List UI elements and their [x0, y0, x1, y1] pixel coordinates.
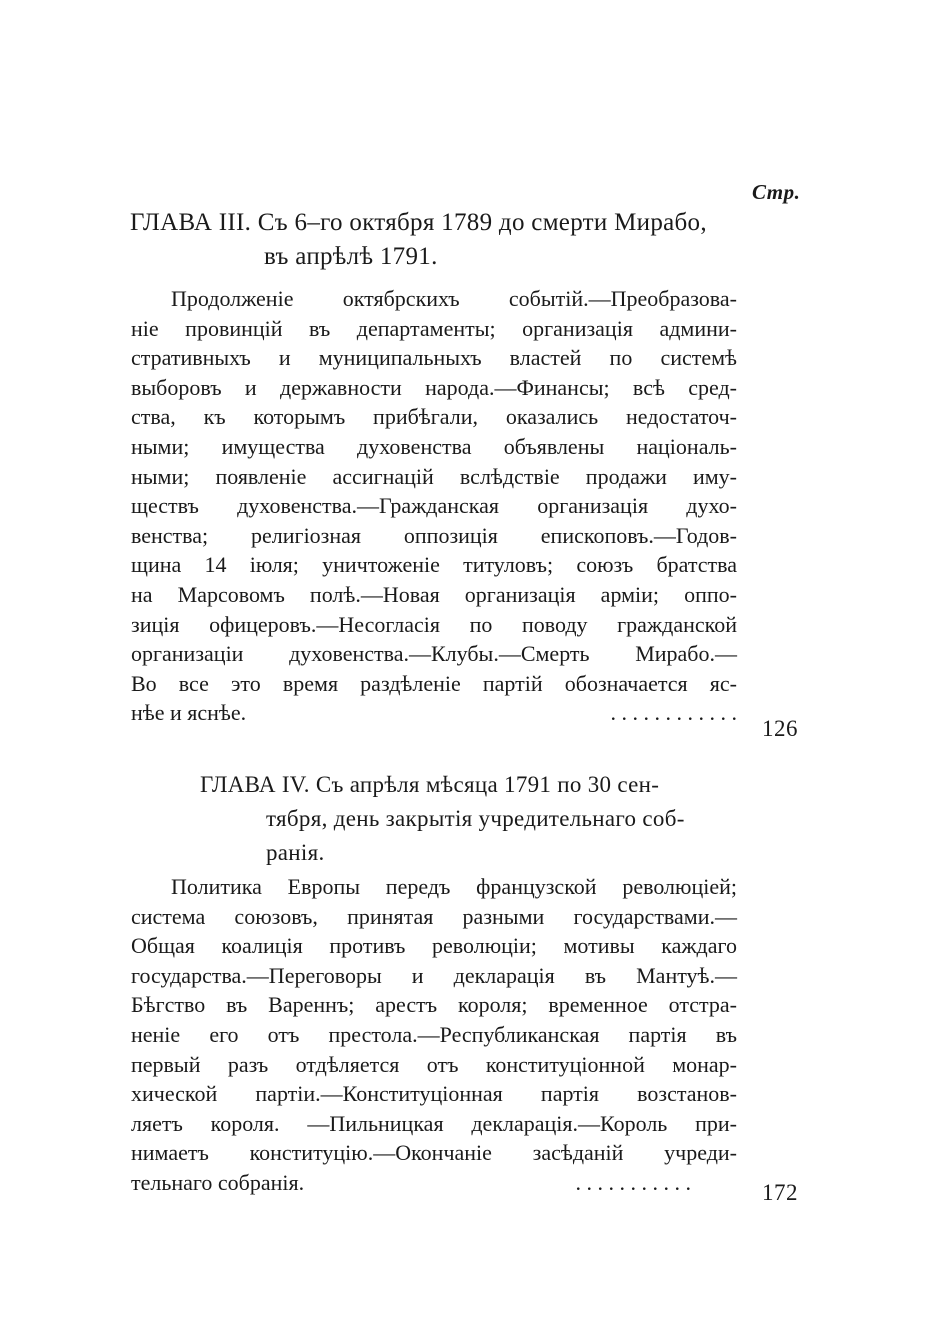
- chapter-4-heading-line: ранія.: [266, 840, 325, 865]
- chapter-3-heading-continuation: въ апрѣлѣ 1791.: [264, 243, 438, 270]
- summary-line: Бѣгство въ Вареннъ; арестъ короля; временное отстра-: [131, 992, 737, 1018]
- summary-last-text: тельнаго собранія.: [131, 1169, 305, 1195]
- summary-line: государства.—Переговоры и декларація въ Мантуѣ.—: [131, 962, 737, 988]
- summary-line: ства, къ которымъ прибѣгали, оказались недостаточ-: [131, 404, 737, 430]
- chapter-4-summary: [131, 872, 737, 1198]
- summary-line: стративныхъ и муниципальныхъ властей по системѣ: [131, 345, 737, 371]
- summary-line: ными; имущества духовенства объявлены національ-: [131, 433, 737, 459]
- summary-line: первый разъ отдѣляется отъ конституціонной монар-: [131, 1051, 737, 1077]
- summary-line: система союзовъ, принятая разными государствами.—: [131, 903, 737, 929]
- summary-line: выборовъ и державности народа.—Финансы; всѣ сред-: [131, 374, 737, 400]
- summary-line: ществъ духовенства.—Гражданская организація духо-: [131, 493, 737, 519]
- summary-last-line: [131, 1168, 691, 1198]
- summary-line: зиція офицеровъ.—Несогласія по поводу гражданской: [131, 611, 737, 637]
- summary-line: организаціи духовенства.—Клубы.—Смерть Мирабо.—: [131, 641, 737, 667]
- summary-line: Общая коалиція противъ революціи; мотивы каждаго: [131, 933, 737, 959]
- chapter-3-page-number: 126: [762, 716, 798, 741]
- summary-line: Во все это время раздѣленіе партій обозначается яс-: [131, 670, 737, 696]
- chapter-4-heading-line: ГЛАВА IV. Съ апрѣля мѣсяца 1791 по 30 сен-: [200, 772, 660, 797]
- chapter-3-summary: [131, 284, 737, 728]
- chapter-4-heading-line: тября, день закрытія учредительнаго соб-: [266, 806, 685, 831]
- summary-line: Политика Европы передъ французской революціей;: [171, 874, 737, 899]
- summary-line: ляетъ короля. —Пильницкая декларація.—Король при-: [131, 1110, 737, 1136]
- summary-line: хической партіи.—Конституціонная партія возстанов-: [131, 1081, 737, 1107]
- summary-line: на Марсовомъ полѣ.—Новая организація арміи; оппо-: [131, 581, 737, 607]
- chapter-3-heading: ГЛАВА III. Съ 6–го октября 1789 до смерти Мирабо,: [130, 209, 707, 236]
- summary-line: щина 14 іюля; уничтоженіе титуловъ; союзъ братства: [131, 552, 737, 578]
- summary-line: ными; появленіе ассигнацій вслѣдствіе продажи иму-: [131, 463, 737, 489]
- leader-dots: . . . . . . . . . . . .: [610, 700, 737, 726]
- chapter-4-heading: [200, 768, 740, 870]
- leader-dots: . . . . . . . . . . .: [575, 1169, 691, 1195]
- summary-line: неніе его отъ престола.—Республиканская партія въ: [131, 1021, 737, 1047]
- summary-line: нимаетъ конституцію.—Окончаніе засѣданій учреди-: [131, 1140, 737, 1166]
- summary-last-line: [131, 698, 737, 728]
- chapter-4-page-number: 172: [762, 1180, 798, 1205]
- summary-line: венства; религіозная оппозиція епископовъ.—Годов-: [131, 522, 737, 548]
- summary-last-text: нѣе и яснѣе.: [131, 700, 247, 726]
- summary-line: Продолженіе октябрскихъ событій.—Преобразова-: [171, 286, 737, 311]
- page-column-label: Стр.: [752, 180, 801, 204]
- summary-line: ніе провинцій въ департаменты; организація админи-: [131, 315, 737, 341]
